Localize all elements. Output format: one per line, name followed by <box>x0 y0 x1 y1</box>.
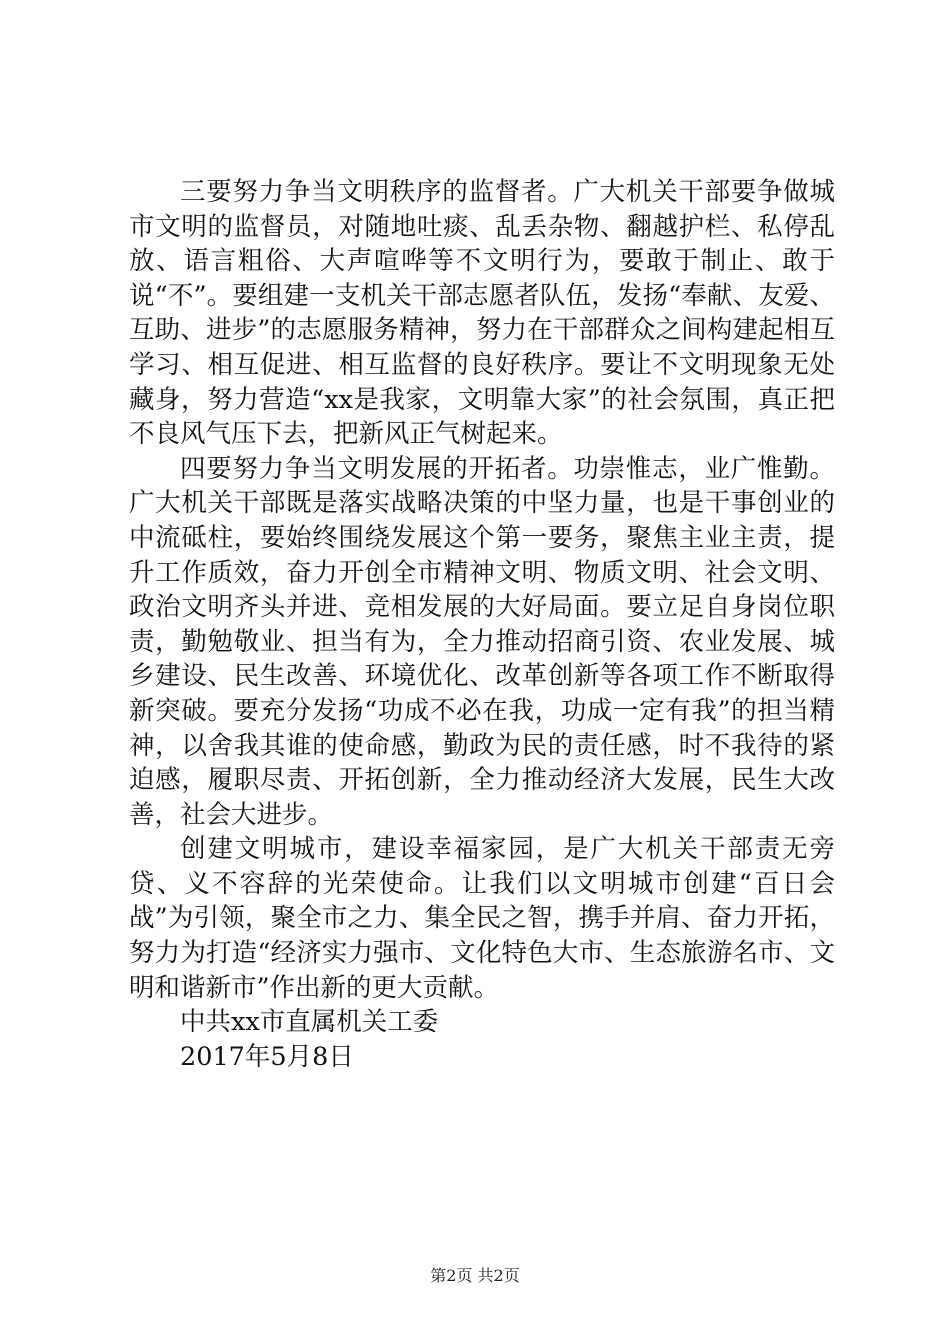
paragraph-closing: 创建文明城市，建设幸福家园，是广大机关干部责无旁贷、义不容辞的光荣使命。让我们以文明城市创建“百日会战”为引领，聚全市之力、集全民之智，携手并肩、奋力开拓，努力为打造“经济实力强市、文化特色大市、生态旅游名市、文明和谐新市”作出新的更大贡献。 <box>129 834 835 1003</box>
paragraph-supervisor: 三要努力争当文明秩序的监督者。广大机关干部要争做城市文明的监督员，对随地吐痰、乱丢杂物、翻越护栏、私停乱放、语言粗俗、大声喧哗等不文明行为，要敢于制止、敢于说“不”。要组建一支机关干部志愿者队伍，发扬“奉献、友爱、互助、进步”的志愿服务精神，努力在干部群众之间构建起相互学习、相互促进、相互监督的良好秩序。要让不文明现象无处藏身，努力营造“xx是我家，文明靠大家”的社会氛围，真正把不良风气压下去，把新风正气树起来。 <box>129 177 835 450</box>
document-body <box>129 175 835 1074</box>
signature-organization: 中共xx市直属机关工委 <box>180 1007 439 1038</box>
paragraph-pioneer: 四要努力争当文明发展的开拓者。功崇惟志，业广惟勤。广大机关干部既是落实战略决策的中坚力量，也是干事创业的中流砥柱，要始终围绕发展这个第一要务，聚焦主业主责，提升工作质效，奋力开创全市精神文明、物质文明、社会文明、政治文明齐头并进、竞相发展的大好局面。要立足自身岗位职责，勤勉敬业、担当有为，全力推动招商引资、农业发展、城乡建设、民生改善、环境优化、改革创新等各项工作不断取得新突破。要充分发扬“功成不必在我，功成一定有我”的担当精神，以舍我其谁的使命感，勤政为民的责任感，时不我待的紧迫感，履职尽责、开拓创新，全力推动经济大发展，民生大改善，社会大进步。 <box>129 453 835 830</box>
signature-date: 2017年5月8日 <box>180 1041 354 1072</box>
page-footer: 第2页 共2页 <box>430 1266 520 1285</box>
